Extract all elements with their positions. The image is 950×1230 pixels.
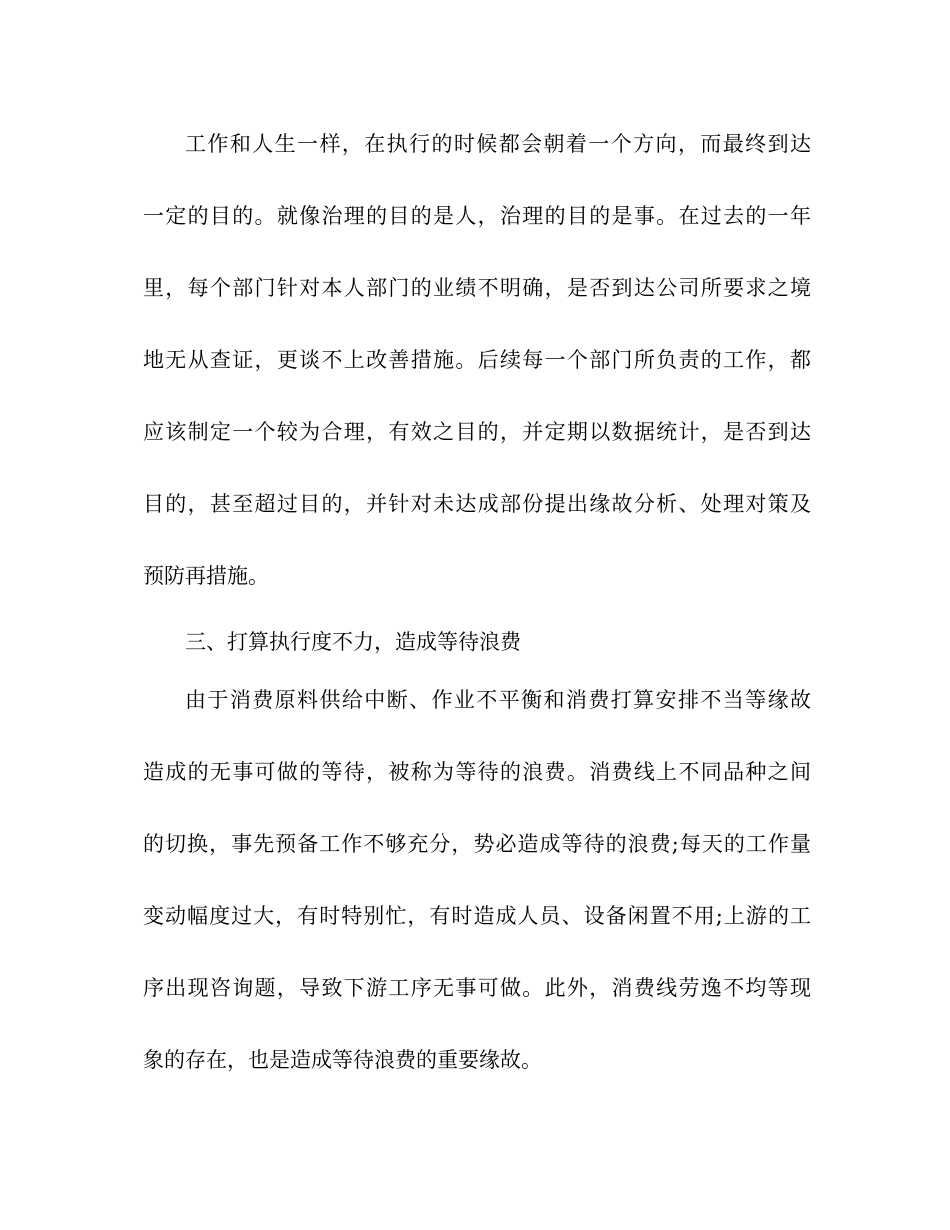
- paragraph-line: 一定的目的。就像治理的目的是人，治理的目的是事。在过去的一年: [143, 204, 811, 228]
- paragraph-line: 地无从查证，更谈不上改善措施。后续每一个部门所负责的工作，都: [143, 348, 811, 372]
- paragraph-line: 里，每个部门针对本人部门的业绩不明确，是否到达公司所要求之境: [143, 276, 811, 300]
- paragraph-line: 的切换，事先预备工作不够充分，势必造成等待的浪费;每天的工作量: [143, 832, 811, 856]
- paragraph-line: 变动幅度过大，有时特别忙，有时造成人员、设备闲置不用;上游的工: [143, 904, 811, 928]
- paragraph-line: 预防再措施。: [143, 564, 269, 588]
- paragraph-line: 目的，甚至超过目的，并针对未达成部份提出缘故分析、处理对策及: [143, 492, 811, 516]
- paragraph-line: 应该制定一个较为合理，有效之目的，并定期以数据统计，是否到达: [143, 420, 811, 444]
- paragraph-line: 工作和人生一样，在执行的时候都会朝着一个方向，而最终到达: [185, 132, 811, 156]
- paragraph-line: 造成的无事可做的等待，被称为等待的浪费。消费线上不同品种之间: [143, 760, 811, 784]
- paragraph-line: 象的存在，也是造成等待浪费的重要缘故。: [143, 1048, 542, 1072]
- paragraph-line: 由于消费原料供给中断、作业不平衡和消费打算安排不当等缘故: [185, 688, 811, 712]
- section-heading: 三、打算执行度不力，造成等待浪费: [185, 630, 521, 654]
- paragraph-line: 序出现咨询题，导致下游工序无事可做。此外，消费线劳逸不均等现: [143, 976, 811, 1000]
